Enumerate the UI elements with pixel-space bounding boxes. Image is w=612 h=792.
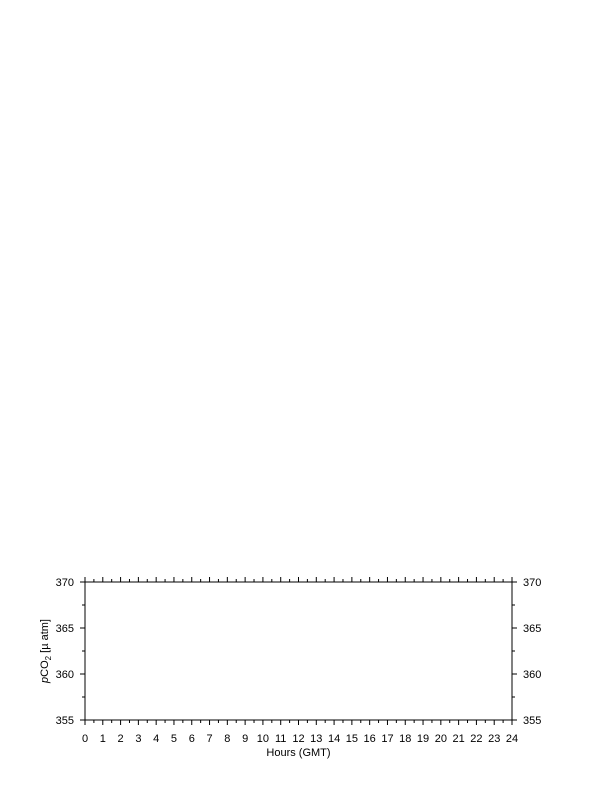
y-tick-label-left: 365 bbox=[55, 623, 74, 635]
x-axis-label: Hours (GMT) bbox=[266, 747, 331, 759]
x-tick-label: 15 bbox=[345, 733, 358, 745]
x-tick-label: 7 bbox=[206, 733, 213, 745]
y-axis-label-prefix: p bbox=[39, 676, 51, 683]
x-tick-label: 21 bbox=[452, 733, 465, 745]
y-tick-label-right: 355 bbox=[523, 715, 542, 727]
x-tick-label: 9 bbox=[242, 733, 249, 745]
x-tick-label: 17 bbox=[381, 733, 394, 745]
x-tick-label: 10 bbox=[256, 733, 270, 745]
x-tick-label: 24 bbox=[505, 733, 519, 745]
y-tick-label-left: 355 bbox=[55, 715, 74, 727]
x-tick-label: 13 bbox=[310, 733, 323, 745]
y-tick-label-left: 370 bbox=[55, 577, 74, 589]
x-tick-label: 19 bbox=[416, 733, 430, 745]
x-tick-label: 18 bbox=[399, 733, 412, 745]
x-tick-label: 20 bbox=[434, 733, 447, 745]
y-tick-label-left: 360 bbox=[55, 669, 74, 681]
x-tick-label: 11 bbox=[274, 733, 287, 745]
y-axis-label-suffix: [µ atm] bbox=[39, 619, 51, 656]
y-tick-label-right: 360 bbox=[523, 669, 542, 681]
x-tick-label: 0 bbox=[81, 733, 89, 745]
x-tick-label: 12 bbox=[292, 733, 305, 745]
x-tick-label: 1 bbox=[99, 733, 106, 745]
y-axis-label bbox=[39, 619, 53, 684]
x-tick-label: 16 bbox=[363, 733, 376, 745]
x-tick-label: 6 bbox=[188, 733, 195, 745]
x-tick-label: 3 bbox=[135, 733, 142, 745]
y-axis-label-subscript: 2 bbox=[44, 655, 53, 661]
y-tick-label-right: 365 bbox=[523, 623, 542, 635]
x-tick-label: 8 bbox=[224, 733, 231, 745]
ticks-group bbox=[80, 577, 517, 725]
y-tick-label-right: 370 bbox=[523, 577, 542, 589]
x-tick-label: 5 bbox=[170, 733, 178, 745]
x-tick-label: 23 bbox=[488, 733, 501, 745]
x-tick-label: 22 bbox=[470, 733, 483, 745]
y-axis-label-main: CO bbox=[39, 660, 51, 677]
x-tick-label: 4 bbox=[153, 733, 160, 745]
x-tick-label: 14 bbox=[327, 733, 341, 745]
plot-frame bbox=[85, 582, 512, 720]
x-tick-label: 2 bbox=[117, 733, 124, 745]
